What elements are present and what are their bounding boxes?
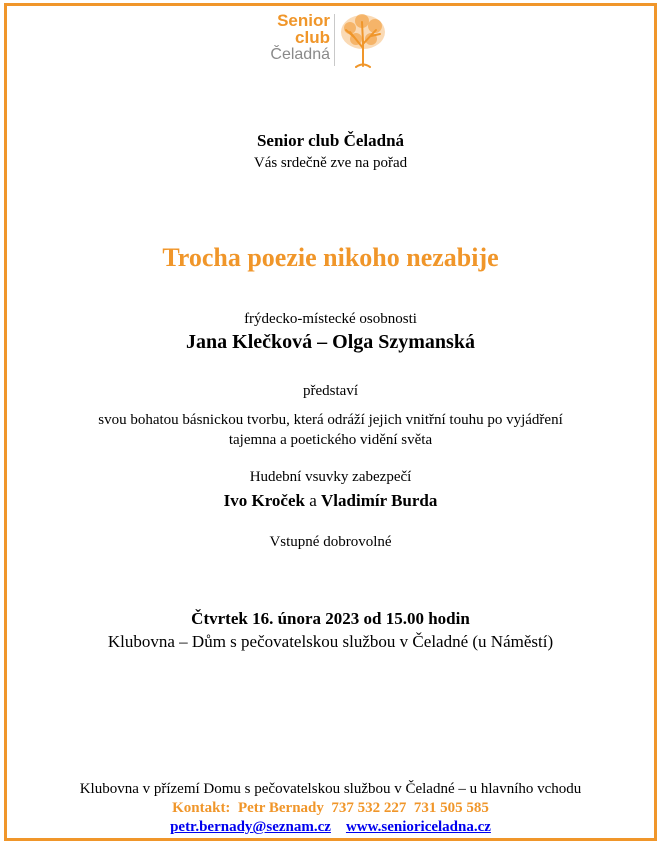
contact-phone-2: 731 505 585 [413,800,489,816]
performers-intro: frýdecko-místecké osobnosti [244,311,417,327]
logo-line-senior: Senior [277,11,330,30]
entry-fee: Vstupné dobrovolné [269,534,392,550]
tree-icon [338,12,388,68]
contact-label: Kontakt: [172,800,231,816]
email-link[interactable]: petr.bernady@seznam.cz [170,819,331,835]
logo-text [270,12,330,63]
musician-joiner: a [309,491,317,510]
logo-line-celadna: Čeladná [270,46,330,63]
footer-location: Klubovna v přízemí Domu s pečovatelskou službou v Čeladné – u hlavního vchodu [79,781,582,797]
website-link[interactable]: www.senioriceladna.cz [345,819,491,835]
logo-line-club: club [295,28,330,47]
event-title: Trocha poezie nikoho nezabije [162,243,499,272]
footer-links [0,819,661,836]
event-date: Čtvrtek 16. února 2023 od 15.00 hodin [191,609,470,628]
header-subtitle: Vás srdečně zve na pořad [253,155,408,171]
description-line-2: tajemna a poetického vidění světa [228,432,433,448]
performers-names: Jana Klečková – Olga Szymanská [186,331,475,353]
contact-phone-1: 737 532 227 [331,800,407,816]
description-line-1: svou bohatou básnickou tvorbu, která odráží jejich vnitřní touhu po vyjádření [98,412,563,428]
header-title: Senior club Čeladná [256,131,405,150]
contact-name: Petr Bernady [237,800,324,816]
musicians [0,491,661,511]
musician-2: Vladimír Burda [321,491,438,510]
presents-text: představí [303,383,358,399]
footer-contact [0,800,661,817]
event-venue: Klubovna – Dům s pečovatelskou službou v Čeladné (u Náměstí) [107,632,554,651]
music-intro: Hudební vsuvky zabezpečí [249,469,412,485]
musician-1: Ivo Kroček [223,491,305,510]
senior-club-logo [268,12,388,68]
logo-divider [334,14,335,66]
